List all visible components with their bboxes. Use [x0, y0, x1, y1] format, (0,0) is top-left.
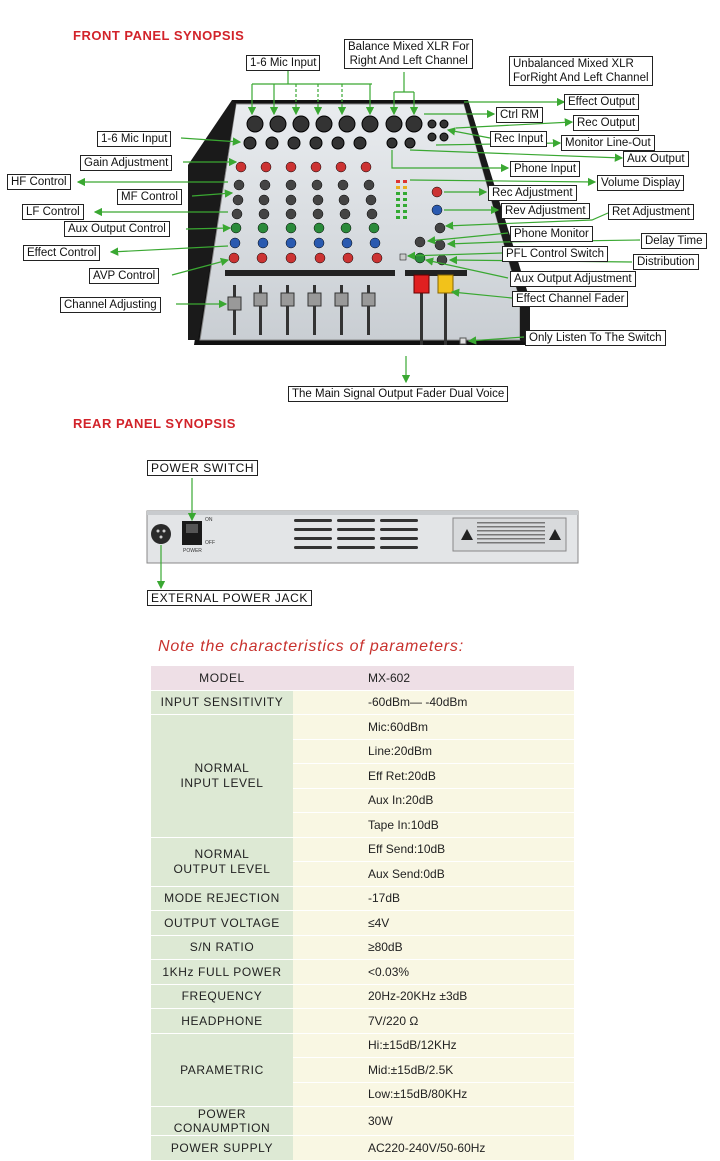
- label-effect-control: Effect Control: [23, 245, 100, 261]
- spec-key: MODEL: [151, 666, 293, 690]
- rear-panel-title: REAR PANEL SYNOPSIS: [73, 416, 236, 431]
- table-row: [151, 1009, 574, 1034]
- spec-value: Mic:60dBm: [293, 715, 574, 740]
- label-rec-adjustment: Rec Adjustment: [488, 185, 577, 201]
- label-mic-input-top: 1-6 Mic Input: [246, 55, 320, 71]
- label-hf-control: HF Control: [7, 174, 71, 190]
- label-channel-adjusting: Channel Adjusting: [60, 297, 161, 313]
- label-rec-input: Rec Input: [490, 131, 547, 147]
- spec-value: <0.03%: [293, 960, 574, 985]
- spec-key-normal-input: [151, 715, 293, 838]
- label-ret-adjustment: Ret Adjustment: [608, 204, 694, 220]
- label-pfl-control-switch: PFL Control Switch: [502, 246, 608, 262]
- spec-key-normal-output: [151, 837, 293, 886]
- label-only-listen-switch: Only Listen To The Switch: [525, 330, 666, 346]
- table-row: [151, 984, 574, 1009]
- label-balance-xlr-line1: Balance Mixed XLR For: [348, 41, 470, 53]
- spec-value: Mid:±15dB/2.5K: [293, 1058, 574, 1083]
- spec-value: Line:20dBm: [293, 739, 574, 764]
- table-row: [151, 666, 574, 690]
- spec-key-line1: NORMAL: [194, 846, 250, 861]
- spec-value: ≤4V: [293, 911, 574, 936]
- spec-value: AC220-240V/50-60Hz: [293, 1136, 574, 1161]
- label-aux-output-control: Aux Output Control: [64, 221, 170, 237]
- spec-key: 1KHz FULL POWER: [151, 960, 293, 985]
- label-ctrl-rm: Ctrl RM: [496, 107, 543, 123]
- label-aux-output-adjustment: Aux Output Adjustment: [510, 271, 636, 287]
- table-row: [151, 1033, 574, 1058]
- label-delay-time: Delay Time: [641, 233, 707, 249]
- table-row: [151, 690, 574, 715]
- spec-key: HEADPHONE: [151, 1009, 293, 1034]
- table-row: [151, 911, 574, 936]
- table-row: [151, 1136, 574, 1161]
- parameters-title: Note the characteristics of parameters:: [158, 638, 464, 655]
- spec-key: OUTPUT VOLTAGE: [151, 911, 293, 936]
- spec-value: Aux In:20dB: [293, 788, 574, 813]
- label-gain-adjustment: Gain Adjustment: [80, 155, 172, 171]
- label-volume-display: Volume Display: [597, 175, 684, 191]
- label-aux-output: Aux Output: [623, 151, 689, 167]
- spec-value: Eff Send:10dB: [293, 837, 574, 862]
- spec-value: Hi:±15dB/12KHz: [293, 1033, 574, 1058]
- spec-value: -60dBm— -40dBm: [293, 690, 574, 715]
- front-panel-title: FRONT PANEL SYNOPSIS: [73, 28, 245, 43]
- spec-value: -17dB: [293, 886, 574, 911]
- spec-key-line2: OUTPUT LEVEL: [173, 861, 271, 876]
- label-effect-channel-fader: Effect Channel Fader: [512, 291, 628, 307]
- label-rec-output: Rec Output: [573, 115, 639, 131]
- power-label: POWER: [183, 548, 202, 554]
- label-mf-control: MF Control: [117, 189, 182, 205]
- spec-value: Aux Send:0dB: [293, 862, 574, 887]
- spec-key-line1: NORMAL: [194, 760, 250, 775]
- label-unbalanced-xlr-line2: ForRight And Left Channel: [513, 72, 649, 84]
- label-main-signal-fader: The Main Signal Output Fader Dual Voice: [288, 386, 508, 402]
- spec-value: 7V/220 Ω: [293, 1009, 574, 1034]
- switch-on-label: ON: [205, 517, 213, 523]
- table-row: [151, 886, 574, 911]
- label-balance-xlr-line2: Right And Left Channel: [349, 55, 468, 67]
- label-effect-output: Effect Output: [564, 94, 639, 110]
- table-row: [151, 960, 574, 985]
- spec-key: FREQUENCY: [151, 984, 293, 1009]
- label-lf-control: LF Control: [22, 204, 84, 220]
- label-unbalanced-xlr-line1: Unbalanced Mixed XLR: [513, 58, 634, 70]
- spec-key: INPUT SENSITIVITY: [151, 690, 293, 715]
- spec-key: S/N RATIO: [151, 935, 293, 960]
- spec-key: POWER SUPPLY: [151, 1136, 293, 1161]
- switch-off-label: OFF: [205, 540, 215, 546]
- label-monitor-line-out: Monitor Line-Out: [561, 135, 655, 151]
- label-rev-adjustment: Rev Adjustment: [501, 203, 590, 219]
- label-external-power-jack: EXTERNAL POWER JACK: [147, 590, 312, 606]
- table-row: [151, 715, 574, 740]
- table-row: [151, 837, 574, 862]
- spec-value: Tape In:10dB: [293, 813, 574, 838]
- spec-value: Eff Ret:20dB: [293, 764, 574, 789]
- spec-key-line2: INPUT LEVEL: [180, 775, 264, 790]
- label-distribution: Distribution: [633, 254, 699, 270]
- label-phone-input: Phone Input: [510, 161, 580, 177]
- spec-key: MODE REJECTION: [151, 886, 293, 911]
- label-power-switch: POWER SWITCH: [147, 460, 258, 476]
- spec-value: ≥80dB: [293, 935, 574, 960]
- spec-key: POWER CONAUMPTION: [151, 1107, 293, 1136]
- table-row: [151, 935, 574, 960]
- label-phone-monitor: Phone Monitor: [510, 226, 593, 242]
- spec-table: [151, 666, 574, 1161]
- table-row: [151, 1107, 574, 1136]
- label-mic-input-left: 1-6 Mic Input: [97, 131, 171, 147]
- spec-value: Low:±15dB/80KHz: [293, 1082, 574, 1107]
- spec-value: MX-602: [293, 666, 574, 690]
- label-avp-control: AVP Control: [89, 268, 159, 284]
- spec-key: PARAMETRIC: [151, 1033, 293, 1107]
- spec-value: 30W: [293, 1107, 574, 1136]
- spec-value: 20Hz-20KHz ±3dB: [293, 984, 574, 1009]
